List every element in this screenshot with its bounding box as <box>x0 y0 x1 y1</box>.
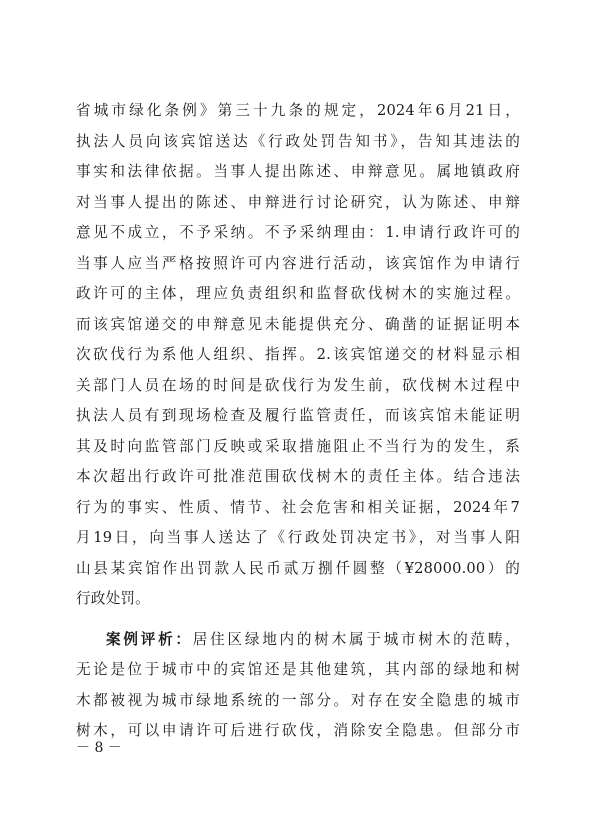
text-line: 行为的事实、性质、情节、社会危害和相关证据，2024年7 <box>76 498 520 516</box>
page-number: － 8 － <box>76 740 122 756</box>
text-line: 月19日，向当事人送达了《行政处罚决定书》，对当事人阳 <box>76 529 520 546</box>
text-line: 本次超出行政许可批准范围砍伐树木的责任主体。结合违法 <box>76 468 520 485</box>
text-line-last: 行政处罚。 <box>76 590 150 607</box>
text-line: 对当事人提出的陈述、申辩进行讨论研究，认为陈述、申辩 <box>76 193 520 211</box>
case-analysis-first-line <box>76 625 520 656</box>
text-line: 其及时向监管部门反映或采取措施阻止不当行为的发生，系 <box>76 437 520 455</box>
text-line: 次砍伐行为系他人组织、指挥。2.该宾馆递交的材料显示相 <box>76 346 520 363</box>
text-line: 省城市绿化条例》第三十九条的规定，2024年6月21日， <box>76 102 520 119</box>
paragraph-spacer <box>76 615 520 625</box>
text-line: 政许可的主体，理应负责组织和监督砍伐树木的实施过程。 <box>76 285 520 302</box>
text-line: 山县某宾馆作出罚款人民币贰万捌仟圆整（¥28000.00）的 <box>76 559 520 577</box>
text-line: 意见不成立，不予采纳。不予采纳理由：1.申请行政许可的 <box>76 224 520 241</box>
body-text <box>76 96 520 747</box>
case-analysis-heading: 案例评析： <box>106 630 193 648</box>
paragraph-case-analysis <box>76 625 520 747</box>
case-analysis-first-line-text: 居住区绿地内的树木属于城市树木的范畴， <box>192 630 520 648</box>
text-line: 关部门人员在场的时间是砍伐行为发生前，砍伐树木过程中 <box>76 376 520 394</box>
text-line: 执法人员有到现场检查及履行监管责任，而该宾馆未能证明 <box>76 407 520 424</box>
text-line: 执法人员向该宾馆送达《行政处罚告知书》，告知其违法的 <box>76 132 520 150</box>
text-line: 木都被视为城市绿地系统的一部分。对存在安全隐患的城市 <box>76 691 520 709</box>
text-line: 树木，可以申请许可后进行砍伐，消除安全隐患。但部分市 <box>76 722 520 739</box>
paragraph-penalty-process <box>76 96 520 615</box>
text-line: 无论是位于城市中的宾馆还是其他建筑，其内部的绿地和树 <box>76 661 520 678</box>
text-line: 事实和法律依据。当事人提出陈述、申辩意见。属地镇政府 <box>76 163 520 180</box>
text-line: 而该宾馆递交的申辩意见未能提供充分、确凿的证据证明本 <box>76 315 520 333</box>
text-line: 当事人应当严格按照许可内容进行活动，该宾馆作为申请行 <box>76 254 520 272</box>
